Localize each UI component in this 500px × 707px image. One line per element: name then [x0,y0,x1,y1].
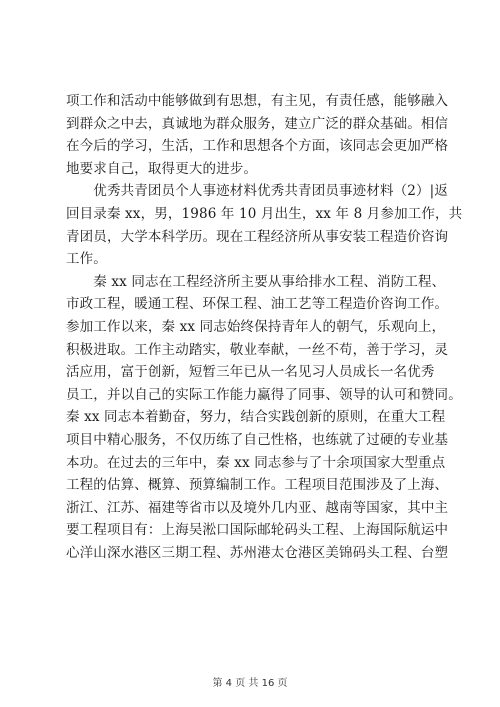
text-line: 回目录秦 xx，男，1986 年 10 月出生，xx 年 8 月参加工作，共 [66,205,463,222]
text-line: 员工，并以自己的实际工作能力赢得了同事、领导的认可和赞同。 [66,386,462,403]
document-body [66,90,463,564]
text-line: 秦 xx 同志在工程经济所主要从事给排水工程、消防工程、 [66,273,446,290]
text-line: 项工作和活动中能够做到有思想，有主见，有责任感，能够融入 [66,93,449,109]
text-line: 活应用，富于创新，短暂三年已从一名见习人员成长一名优秀 [66,364,435,381]
text-line: 到群众之中去，真诚地为群众服务，建立广泛的群众基础。相信 [66,115,449,132]
text-line: 工程的估算、概算、预算编制工作。工程项目范围涉及了上海、 [66,477,449,494]
text-line: 工作。 [66,251,107,268]
text-line: 地要求自己，取得更大的进步。 [66,160,258,177]
text-line: 市政工程，暖通工程、环保工程、油工艺等工程造价咨询工作。 [66,296,449,313]
page-number-footer: 第 4 页 共 16 页 [212,678,288,689]
text-line: 青团员，大学本科学历。现在工程经济所从事安装工程造价咨询 [66,228,449,245]
text-line: 积极进取。工作主动踏实，敬业奉献，一丝不苟，善于学习，灵 [66,341,449,358]
text-line: 在今后的学习，生活，工作和思想各个方面，该同志会更加严格 [66,138,449,155]
text-line: 本功。在过去的三年中，秦 xx 同志参与了十余项国家大型重点 [66,454,446,471]
text-line: 要工程项目有：上海吴淞口国际邮轮码头工程、上海国际航运中 [66,522,449,539]
text-line: 心洋山深水港区三期工程、苏州港太仓港区美锦码头工程、台塑 [66,544,449,561]
text-line: 参加工作以来，秦 xx 同志始终保持青年人的朝气，乐观向上， [66,318,446,335]
text-line: 秦 xx 同志本着勤奋，努力，结合实践创新的原则，在重大工程 [66,409,446,426]
text-line: 浙江、江苏、福建等省市以及境外几内亚、越南等国家，其中主 [66,499,449,516]
section-heading-line: 优秀共青团员个人事迹材料优秀共青团员事迹材料（2）|返 [66,183,448,200]
text-line: 项目中精心服务，不仅历练了自己性格，也练就了过硬的专业基 [66,431,449,448]
